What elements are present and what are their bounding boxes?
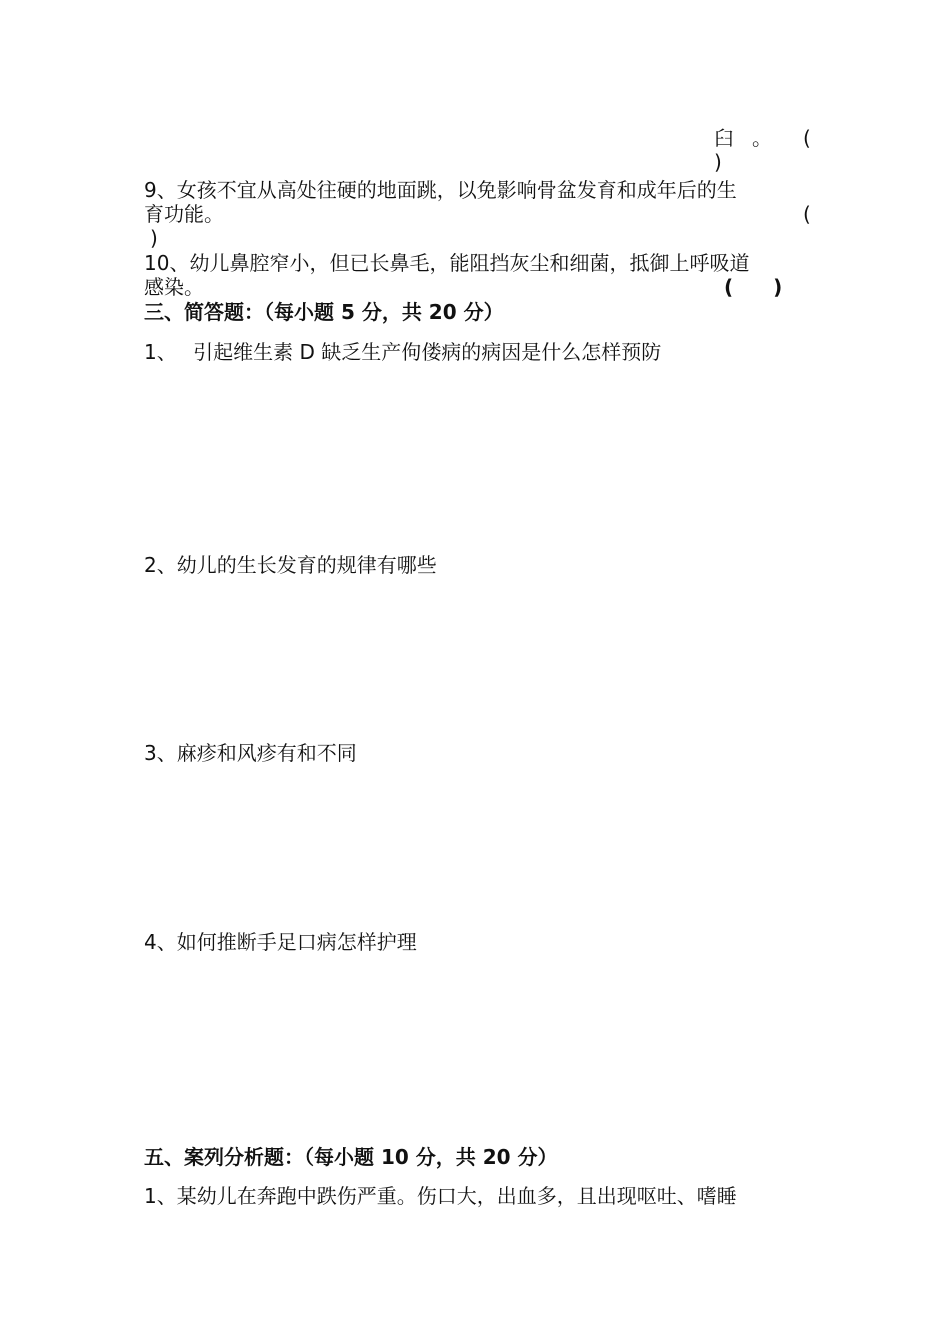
- section3-q1: 1、 引起维生素 D 缺乏生产佝偻病的病因是什么怎样预防: [144, 340, 662, 364]
- section3-q2: 2、幼儿的生长发育的规律有哪些: [144, 553, 437, 577]
- q10-line2: 感染。: [144, 275, 204, 299]
- section3-q3: 3、麻疹和风疹有和不同: [144, 741, 357, 765]
- q10-line1: 10、幼儿鼻腔窄小，但已长鼻毛，能阻挡灰尘和细菌，抵御上呼吸道: [144, 251, 750, 275]
- section3-heading: 三、简答题：（每小题 5 分，共 20 分）: [144, 300, 504, 324]
- fragment-paren-close: ): [714, 150, 722, 174]
- fragment-paren-open: (: [803, 126, 811, 150]
- fragment-period: 。: [752, 126, 772, 150]
- q9-paren-close: ): [150, 226, 158, 250]
- section3-q4: 4、如何推断手足口病怎样护理: [144, 930, 417, 954]
- fragment-char: 臼: [714, 126, 734, 150]
- q10-paren: ( ): [724, 275, 783, 299]
- q9-paren-open: (: [803, 202, 811, 226]
- q9-line1: 9、女孩不宜从高处往硬的地面跳，以免影响骨盆发育和成年后的生: [144, 178, 737, 202]
- section5-heading: 五、案列分析题：（每小题 10 分，共 20 分）: [144, 1145, 558, 1169]
- section5-q1: 1、某幼儿在奔跑中跌伤严重。伤口大，出血多，且出现呕吐、嗜睡: [144, 1184, 737, 1208]
- q9-line2: 育功能。: [144, 202, 224, 226]
